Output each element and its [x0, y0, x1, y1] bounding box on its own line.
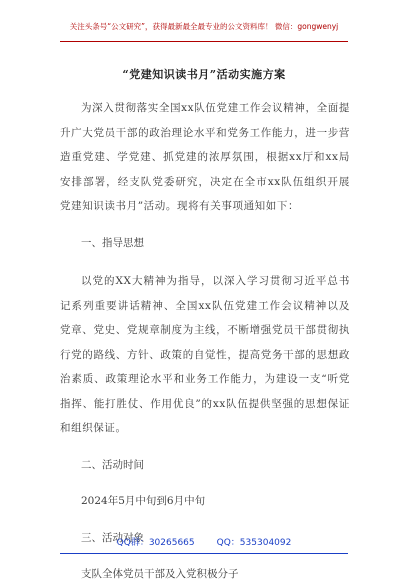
activity-target-text: 支队全体党员干部及入党积极分子 — [81, 568, 239, 580]
footer-divider — [60, 553, 348, 554]
document-title: “党建知识读书月”活动实施方案 — [122, 68, 286, 81]
promo-banner: 关注头条号“公文研究”，获得最新最全最专业的公文资料库！ 微信：gongwenyj — [69, 22, 339, 31]
guiding-thought-paragraph: 以党的XX大精神为指导，以深入学习贯彻习近平总书记系列重要讲话精神、全国xx队伍党建工作会议精神以及党章、党史、党规章制度为主线，不断增强党员干部贯彻执行党的路线、方针、政策的自觉性，提高党务干部的思想政治素质、政策理论水平和业务工作能力，为建设一支“听党指挥、能打胜仗、作用优良”的xx队伍提供坚强的思想保证和组织保证。 — [60, 275, 350, 434]
banner-divider — [60, 41, 348, 42]
section-heading-activity-target: 三、活动对象 — [81, 531, 144, 544]
activity-time-text: 2024年5月中旬到6月中旬 — [81, 495, 206, 507]
section-heading-activity-time: 二、活动时间 — [81, 458, 144, 471]
qq-group-label: QQ群：30265665 — [116, 538, 195, 548]
intro-paragraph: 为深入贯彻落实全国xx队伍党建工作会议精神，全面提升广大党员干部的政治理论水平和党务工作能力，进一步营造重党建、学党建、抓党建的浓厚氛围，根据xx厅和xx局安排部署，经支队党委研究，决定在全市xx队伍组织开展党建知识读书月”活动。现将有关事项通知如下： — [60, 102, 350, 212]
document-body — [60, 96, 350, 587]
contact-footer — [0, 535, 408, 548]
qq-label: QQ：535304092 — [216, 538, 292, 548]
section-heading-guiding-thought: 一、指导思想 — [81, 236, 144, 249]
